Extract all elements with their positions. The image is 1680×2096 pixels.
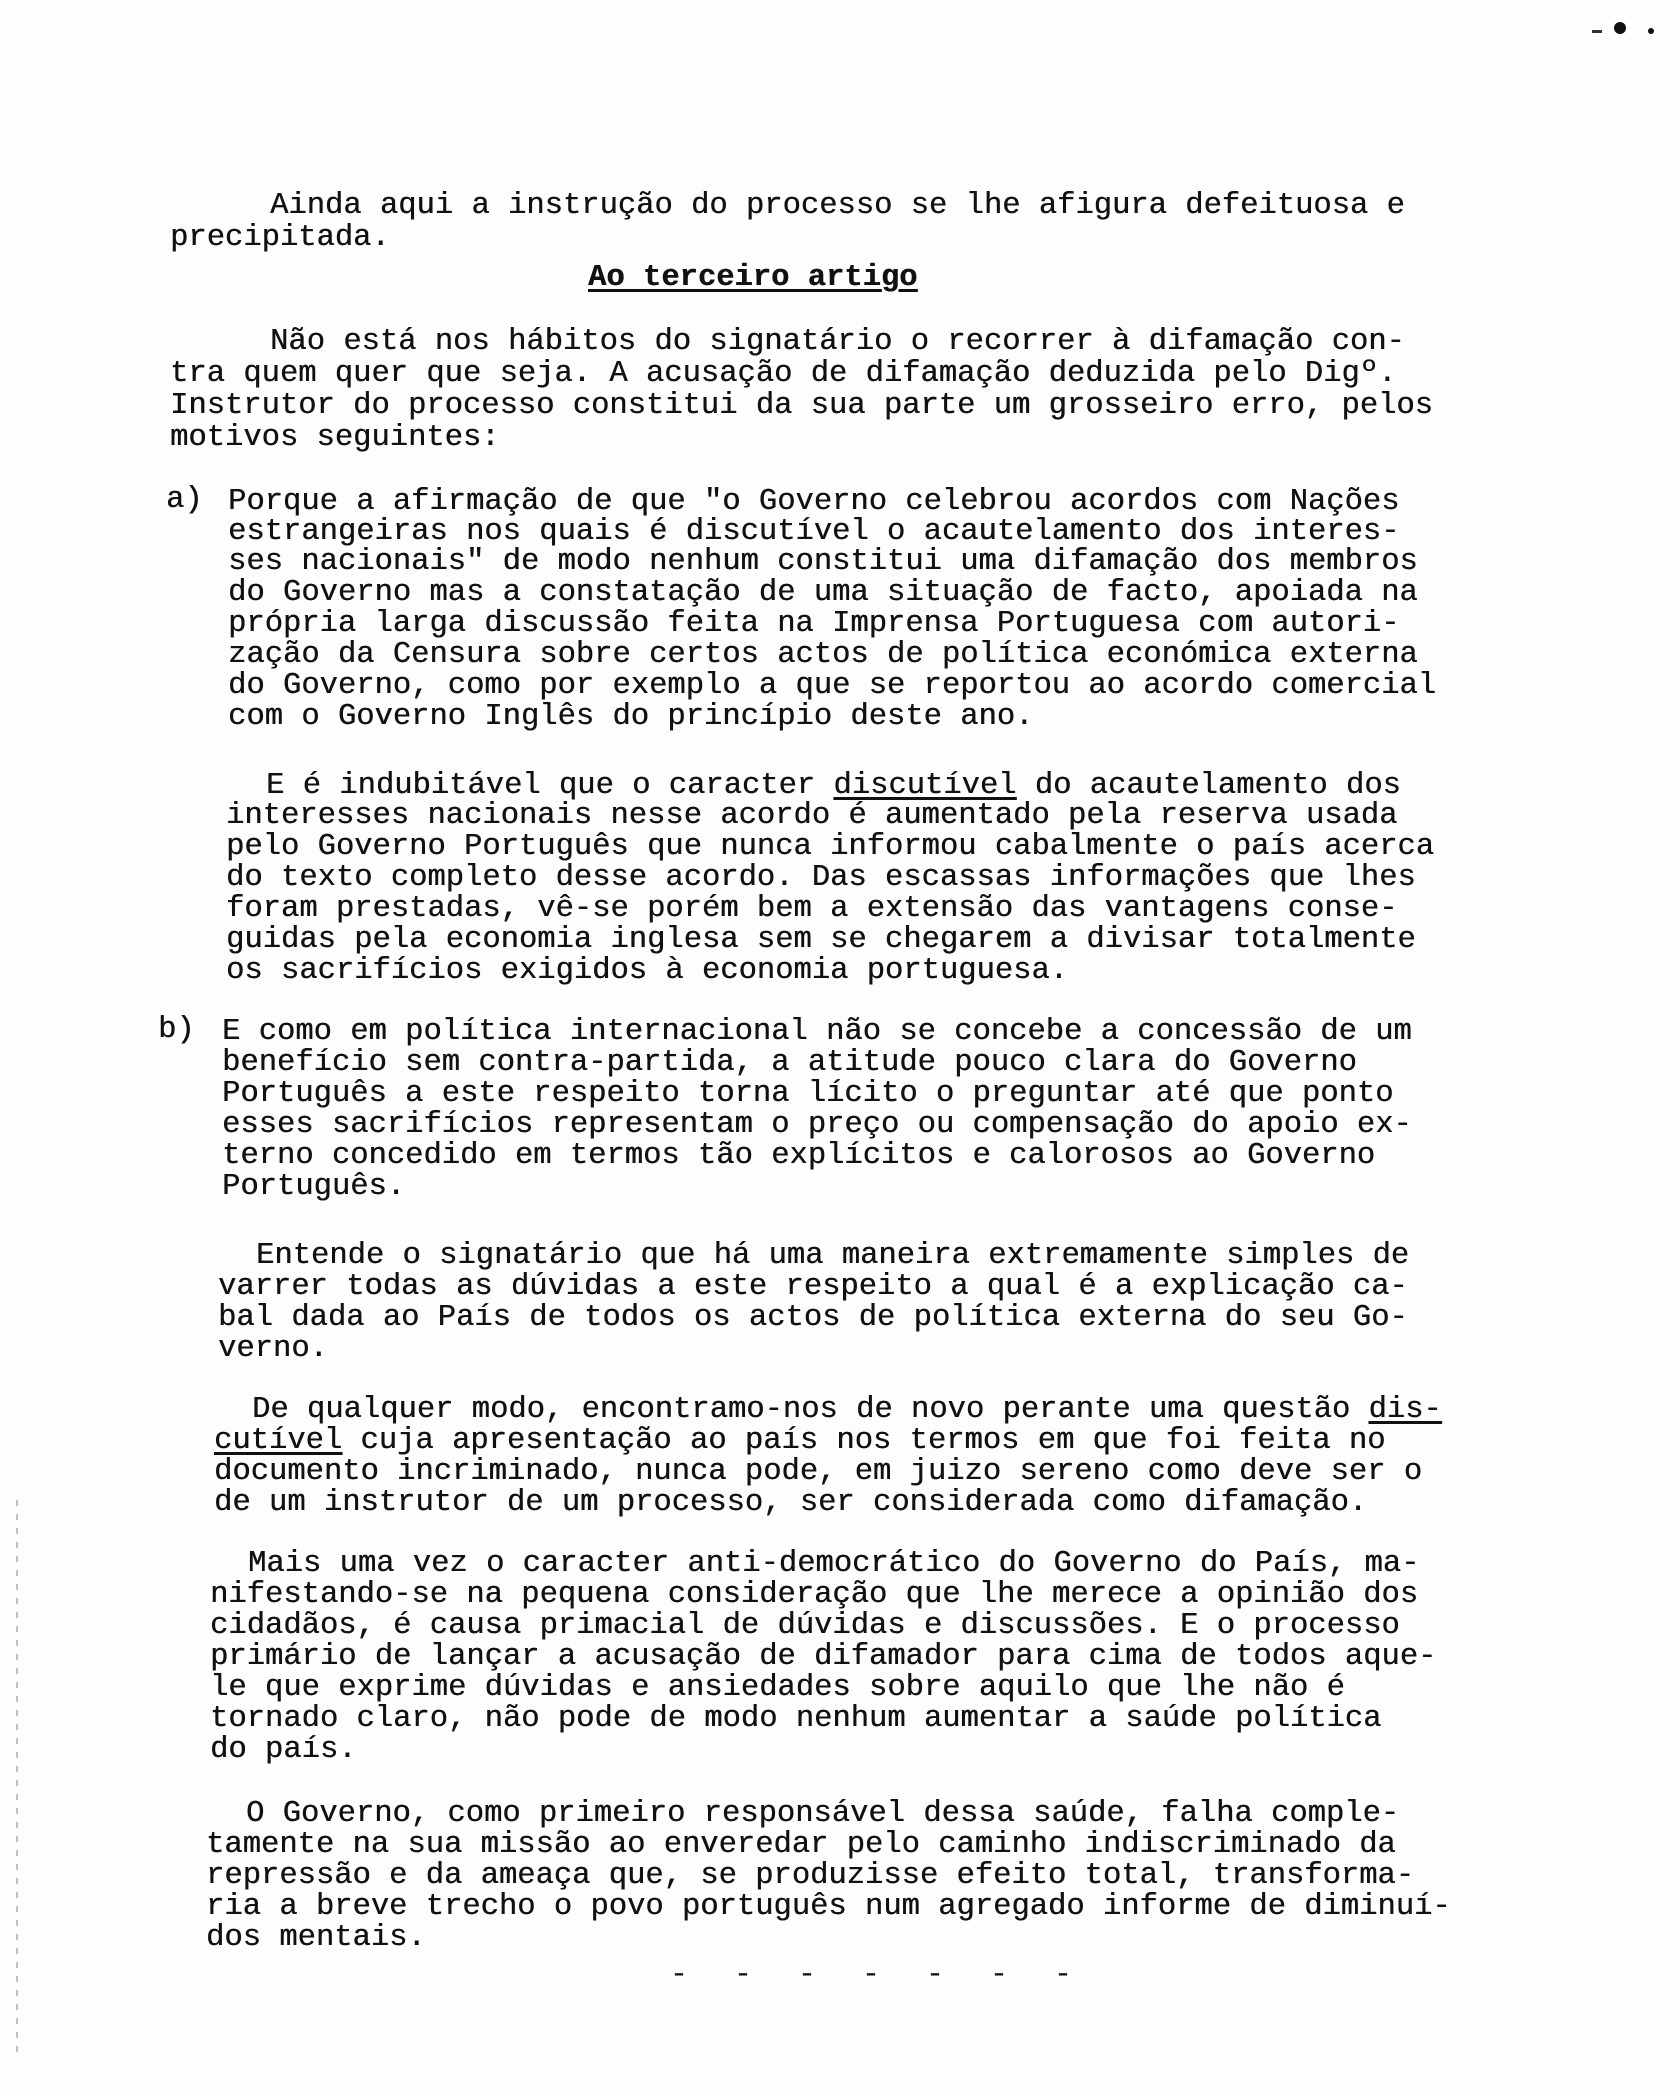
para-b4-line-6: tornado claro, não pode de modo nenhum aumentar a saúde política <box>210 1702 1382 1736</box>
corner-ink-dot <box>1648 28 1654 34</box>
item-a-line-5: própria larga discussão feita na Imprensa Portuguesa com autori- <box>228 607 1400 641</box>
para-a2-line-3: pelo Governo Português que nunca informou cabalmente o país acerca <box>226 830 1434 864</box>
corner-ink-blot <box>1614 22 1626 34</box>
para1-line-2: tra quem quer que seja. A acusação de difamação deduzida pelo Digº. <box>170 357 1397 391</box>
para-b4-line-2: nifestando-se na pequena consideração que lhe merece a opinião dos <box>210 1578 1418 1612</box>
para-b2-line-2: varrer todas as dúvidas a este respeito a qual é a explicação ca- <box>218 1270 1408 1304</box>
para-a2-line-7: os sacrifícios exigidos à economia portuguesa. <box>226 954 1068 988</box>
para1-line-3: Instrutor do processo constitui da sua parte um grosseiro erro, pelos <box>170 389 1433 423</box>
item-b-line-3: Português a este respeito torna lícito o preguntar até que ponto <box>222 1077 1394 1111</box>
underlined-dis: dis- <box>1368 1393 1442 1427</box>
para-b3-line-3: documento incriminado, nunca pode, em juizo sereno como deve ser o <box>214 1455 1422 1489</box>
item-a-line-7: do Governo, como por exemplo a que se reportou ao acordo comercial <box>228 669 1436 703</box>
para-b3-line-1: De qualquer modo, encontramo-nos de novo perante uma questão dis- <box>252 1393 1442 1427</box>
para1-line-4: motivos seguintes: <box>170 421 500 455</box>
intro-line-2: precipitada. <box>170 221 390 255</box>
intro-line-1: Ainda aqui a instrução do processo se lhe afigura defeituosa e <box>270 189 1405 223</box>
para-b2-line-4: verno. <box>218 1332 328 1366</box>
item-b-line-5: terno concedido em termos tão explícitos e calorosos ao Governo <box>222 1139 1376 1173</box>
para-b5-line-3: repressão e da ameaça que, se produzisse efeito total, transforma- <box>206 1859 1414 1893</box>
para-b4-line-3: cidadãos, é causa primacial de dúvidas e discussões. E o processo <box>210 1609 1400 1643</box>
para-a2-line-6: guidas pela economia inglesa sem se chegarem a divisar totalmente <box>226 923 1416 957</box>
item-a-line-8: com o Governo Inglês do princípio deste ano. <box>228 700 1034 734</box>
para1-line-1: Não está nos hábitos do signatário o recorrer à difamação con- <box>270 325 1405 359</box>
closing-separator: - - - - - - - <box>670 1958 1087 1992</box>
para-b4-line-4: primário de lançar a acusação de difamador para cima de todos aque- <box>210 1640 1437 1674</box>
item-a-line-1: Porque a afirmação de que "o Governo celebrou acordos com Nações <box>228 485 1400 519</box>
margin-scan-artifact <box>16 1500 18 2060</box>
item-b-line-6: Português. <box>222 1170 406 1204</box>
para-b2-line-3: bal dada ao País de todos os actos de política externa do seu Go- <box>218 1301 1408 1335</box>
para-b4-line-5: le que exprime dúvidas e ansiedades sobre aquilo que lhe não é <box>210 1671 1345 1705</box>
para-b3-line-4: de um instrutor de um processo, ser considerada como difamação. <box>214 1486 1368 1520</box>
para-b5-line-1: O Governo, como primeiro responsável dessa saúde, falha comple- <box>246 1797 1400 1831</box>
para-b2-line-1: Entende o signatário que há uma maneira extremamente simples de <box>256 1239 1410 1273</box>
para-a2-line-1: E é indubitável que o caracter discutível do acautelamento dos <box>266 769 1401 803</box>
item-b-line-1: E como em política internacional não se concebe a concessão de um <box>222 1015 1412 1049</box>
item-a-line-2: estrangeiras nos quais é discutível o acautelamento dos interes- <box>228 515 1400 549</box>
underlined-discutivel: discutível <box>833 769 1017 803</box>
para-b5-line-4: ria a breve trecho o povo português num agregado informe de diminuí- <box>206 1890 1451 1924</box>
item-b-line-4: esses sacrifícios representam o preço ou compensação do apoio ex- <box>222 1108 1412 1142</box>
para-b5-line-5: dos mentais. <box>206 1921 426 1955</box>
item-b-label: b) <box>158 1013 195 1047</box>
para-b4-line-1: Mais uma vez o caracter anti-democrático do Governo do País, ma- <box>248 1547 1420 1581</box>
item-a-line-6: zação da Censura sobre certos actos de política económica externa <box>228 638 1418 672</box>
para-a2-line-4: do texto completo desse acordo. Das escassas informações que lhes <box>226 861 1416 895</box>
item-a-line-3: ses nacionais" de modo nenhum constitui uma difamação dos membros <box>228 545 1418 579</box>
para-a2-line-5: foram prestadas, vê-se porém bem a extensão das vantagens conse- <box>226 892 1398 926</box>
para-b4-line-7: do país. <box>210 1733 357 1767</box>
item-b-line-2: benefício sem contra-partida, a atitude pouco clara do Governo <box>222 1046 1357 1080</box>
underlined-cutivel: cutível <box>214 1424 343 1458</box>
para-b3-line-2: cutível cuja apresentação ao país nos termos em que foi feita no <box>214 1424 1386 1458</box>
para-a2-line-2: interesses nacionais nesse acordo é aumentado pela reserva usada <box>226 799 1398 833</box>
corner-dash-mark <box>1592 30 1602 33</box>
item-a-label: a) <box>166 483 203 517</box>
section-heading: Ao terceiro artigo <box>588 261 918 295</box>
para-b5-line-2: tamente na sua missão ao enveredar pelo caminho indiscriminado da <box>206 1828 1396 1862</box>
item-a-line-4: do Governo mas a constatação de uma situação de facto, apoiada na <box>228 576 1418 610</box>
